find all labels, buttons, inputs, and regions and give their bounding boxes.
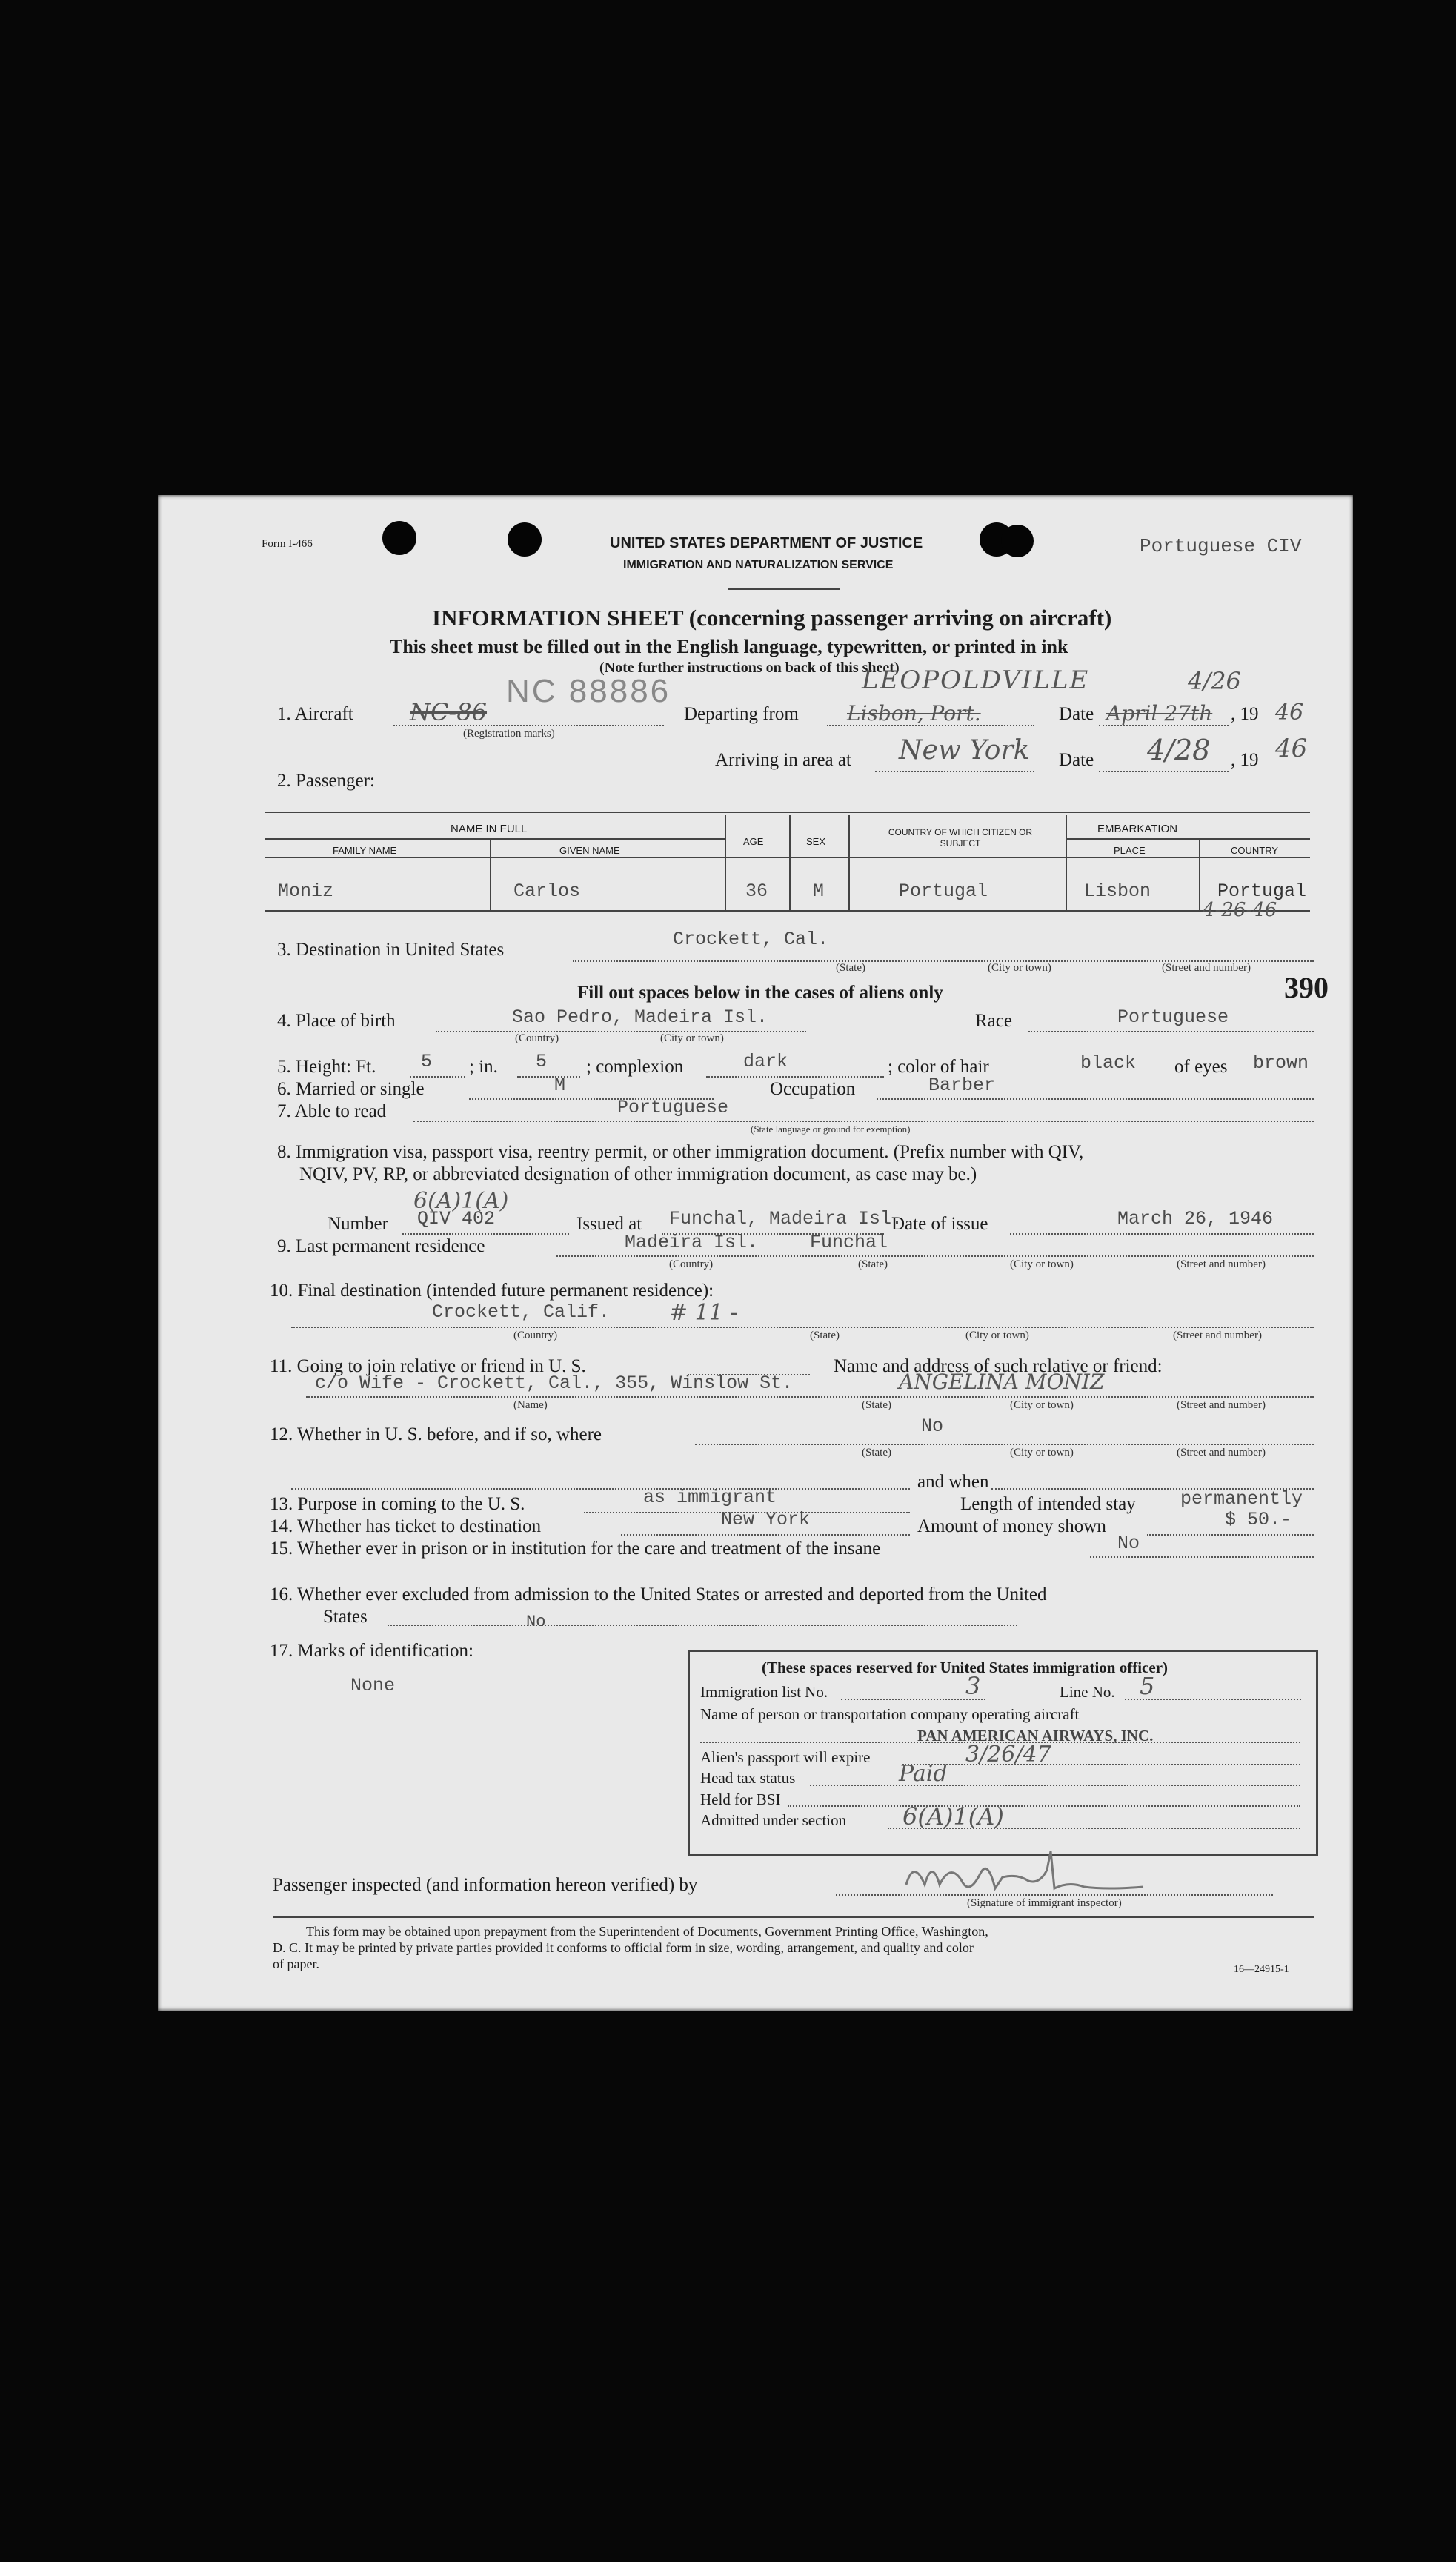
marks-label: 17. Marks of identification: xyxy=(270,1641,473,1661)
date-label: Date xyxy=(1059,704,1094,724)
aircraft-label: 1. Aircraft xyxy=(277,704,353,724)
sex-header: SEX xyxy=(806,836,826,847)
join-label: 11. Going to join relative or friend in U. S. xyxy=(270,1356,586,1376)
service-name: IMMIGRATION AND NATURALIZATION SERVICE xyxy=(623,559,894,571)
aliens-heading: Fill out spaces below in the cases of aliens only xyxy=(577,983,943,1003)
embarkation-country-value: Portugal xyxy=(1217,880,1307,902)
arriving-label: Arriving in area at xyxy=(715,750,851,770)
country-caption: (Country) xyxy=(669,1258,714,1270)
visa-number-hand: 6(A)1(A) xyxy=(413,1188,509,1214)
purpose-value: as immigrant xyxy=(643,1487,777,1508)
before-label: 12. Whether in U. S. before, and if so, where xyxy=(270,1424,602,1444)
passenger-label: 2. Passenger: xyxy=(277,771,375,791)
money-value: $ 50.- xyxy=(1225,1509,1292,1530)
department-name: UNITED STATES DEPARTMENT OF JUSTICE xyxy=(610,535,923,551)
visa-label-line2: NQIV, PV, RP, or abbreviated designation of other immigration document, as case may be.) xyxy=(299,1164,977,1184)
city-caption: (City or town) xyxy=(660,1032,724,1044)
eyes-label: of eyes xyxy=(1174,1057,1228,1077)
form-code: 16—24915-1 xyxy=(1234,1964,1289,1975)
state-caption: (State) xyxy=(862,1447,891,1458)
join-name-hand: ANGELINA MONIZ xyxy=(899,1370,1105,1394)
race-value: Portuguese xyxy=(1117,1006,1229,1028)
street-caption: (Street and number) xyxy=(1177,1258,1266,1270)
before-value: No xyxy=(921,1416,944,1437)
margin-number: 390 xyxy=(1284,971,1329,1004)
issue-date-value: March 26, 1946 xyxy=(1117,1208,1274,1229)
prison-label: 15. Whether ever in prison or in institution for the care and treatment of the insane xyxy=(270,1539,881,1559)
depart-date-correction: 4/26 xyxy=(1188,667,1241,695)
visa-number: QIV 402 xyxy=(417,1208,496,1229)
city-caption: (City or town) xyxy=(1010,1258,1074,1270)
family-name-value: Moniz xyxy=(278,880,334,902)
race-label: Race xyxy=(975,1011,1012,1031)
punch-hole xyxy=(1001,525,1034,557)
list-no-label: Immigration list No. xyxy=(700,1683,828,1701)
eyes-value: brown xyxy=(1253,1052,1309,1074)
departing-value: Lisbon, Port. xyxy=(847,701,981,726)
married-label: 6. Married or single xyxy=(277,1079,425,1099)
footer-line3: of paper. xyxy=(273,1957,319,1971)
residence-country: Madeira Isl. xyxy=(625,1232,759,1253)
married-value: M xyxy=(554,1075,566,1096)
state-caption: (State) xyxy=(810,1330,840,1341)
complexion-value: dark xyxy=(743,1051,788,1072)
purpose-label: 13. Purpose in coming to the U. S. xyxy=(270,1494,525,1514)
form-subtitle: This sheet must be filled out in the English language, typewritten, or printed in ink xyxy=(390,636,1068,657)
embarkation-place-value: Lisbon xyxy=(1084,880,1151,902)
family-name-header: FAMILY NAME xyxy=(333,845,397,856)
inspected-label: Passenger inspected (and information hereon verified) by xyxy=(273,1875,698,1895)
country-caption: (Country) xyxy=(515,1032,559,1044)
year-prefix: , 19 xyxy=(1231,704,1259,724)
hair-value: black xyxy=(1080,1052,1137,1074)
class-code: Portuguese CIV xyxy=(1140,535,1302,557)
country-caption: (Country) xyxy=(513,1330,558,1341)
excluded-value: No xyxy=(526,1613,546,1631)
admitted-value: 6(A)1(A) xyxy=(902,1802,1004,1831)
read-caption: (State language or ground for exemption) xyxy=(751,1124,911,1135)
visa-number-label: Number xyxy=(328,1214,388,1234)
state-caption: (State) xyxy=(862,1399,891,1411)
departing-label: Departing from xyxy=(684,704,799,724)
street-caption: (Street and number) xyxy=(1173,1330,1262,1341)
residence-state: Funchal xyxy=(810,1232,888,1253)
embarkation-header: EMBARKATION xyxy=(1097,823,1178,835)
excluded-label-line2: States xyxy=(323,1607,368,1627)
height-label: 5. Height: Ft. xyxy=(277,1057,376,1077)
arriving-value: New York xyxy=(899,735,1030,766)
issue-date-label: Date of issue xyxy=(891,1214,988,1234)
arrival-date-label: Date xyxy=(1059,750,1094,770)
embarkation-country-header: COUNTRY xyxy=(1231,845,1279,856)
before-when-label: and when xyxy=(917,1472,989,1492)
officer-box-title: (These spaces reserved for United States immigration officer) xyxy=(762,1659,1169,1676)
height-in-label: ; in. xyxy=(469,1057,498,1077)
visa-label-line1: 8. Immigration visa, passport visa, reentry permit, or other immigration document. (Prefix number with QIV, xyxy=(277,1142,1084,1162)
registration-caption: (Registration marks) xyxy=(463,728,555,740)
form-number: Form I-466 xyxy=(262,538,313,550)
admitted-label: Admitted under section xyxy=(700,1811,847,1829)
complexion-label: ; complexion xyxy=(586,1057,684,1077)
footer-line1: This form may be obtained upon prepayment from the Superintendent of Documents, Government Printing Office, Washington, xyxy=(306,1924,988,1939)
passport-label: Alien's passport will expire xyxy=(700,1748,871,1766)
height-in: 5 xyxy=(536,1051,548,1072)
street-caption: (Street and number) xyxy=(1177,1447,1266,1458)
ticket-label: 14. Whether has ticket to destination xyxy=(270,1516,542,1536)
departing-correction: LEOPOLDVILLE xyxy=(862,666,1090,695)
punch-hole xyxy=(508,522,542,557)
money-label: Amount of money shown xyxy=(917,1516,1106,1536)
read-value: Portuguese xyxy=(617,1097,729,1118)
given-name-value: Carlos xyxy=(513,880,581,902)
city-caption: (City or town) xyxy=(965,1330,1029,1341)
signature-caption: (Signature of immigrant inspector) xyxy=(967,1897,1122,1909)
aircraft-reg-hand: NC-86 xyxy=(410,698,488,726)
occupation-value: Barber xyxy=(928,1075,996,1096)
given-name-header: GIVEN NAME xyxy=(559,845,620,856)
tax-label: Head tax status xyxy=(700,1769,796,1787)
destination-value: Crockett, Cal. xyxy=(673,929,829,950)
embarkation-correction: 4-26-46 xyxy=(1203,899,1277,921)
ticket-value: New York xyxy=(721,1509,811,1530)
marks-value: None xyxy=(350,1675,396,1696)
form-title: INFORMATION SHEET (concerning passenger arriving on aircraft) xyxy=(432,605,1112,631)
sex-value: M xyxy=(813,880,825,902)
document-sheet xyxy=(158,495,1353,2011)
depart-date: April 27th xyxy=(1106,701,1213,726)
depart-year: 46 xyxy=(1275,700,1304,726)
list-no-value: 3 xyxy=(965,1672,981,1700)
excluded-label-line1: 16. Whether ever excluded from admission to the United States or arrested and deported from the United xyxy=(270,1584,1047,1604)
state-caption: (State) xyxy=(858,1258,888,1270)
join-name-label: Name and address of such relative or friend: xyxy=(834,1356,1163,1376)
residence-label: 9. Last permanent residence xyxy=(277,1236,485,1256)
bsi-label: Held for BSI xyxy=(700,1791,781,1808)
stay-value: permanently xyxy=(1180,1488,1303,1510)
name-caption: (Name) xyxy=(513,1399,548,1411)
tax-value: Paid xyxy=(899,1761,948,1787)
occupation-label: Occupation xyxy=(770,1079,856,1099)
city-caption: (City or town) xyxy=(1010,1447,1074,1458)
city-caption: (City or town) xyxy=(988,962,1051,974)
birth-value: Sao Pedro, Madeira Isl. xyxy=(512,1006,768,1028)
read-label: 7. Able to read xyxy=(277,1101,387,1121)
stay-label: Length of intended stay xyxy=(960,1494,1136,1514)
name-in-full-header: NAME IN FULL xyxy=(451,823,528,835)
punch-hole xyxy=(382,521,416,555)
final-destination-value: Crockett, Calif. xyxy=(432,1301,611,1323)
final-destination-hand: # 11 - xyxy=(669,1300,738,1326)
arrival-date: 4/28 xyxy=(1147,734,1211,766)
aircraft-reg-stamp: NC 88886 xyxy=(506,673,671,709)
citizenship-value: Portugal xyxy=(899,880,988,902)
street-caption: (Street and number) xyxy=(1162,962,1251,974)
street-caption: (Street and number) xyxy=(1177,1399,1266,1411)
passport-value: 3/26/47 xyxy=(965,1742,1051,1768)
prison-value: No xyxy=(1117,1533,1140,1554)
country-header: COUNTRY OF WHICH CITIZEN OR SUBJECT xyxy=(888,827,1033,849)
operator-label: Name of person or transportation company operating aircraft xyxy=(700,1705,1080,1723)
arrival-year: 46 xyxy=(1275,734,1308,763)
join-value: c/o Wife - Crockett, Cal., 355, Winslow St. xyxy=(315,1373,794,1394)
line-no-value: 5 xyxy=(1140,1672,1155,1700)
line-no-label: Line No. xyxy=(1060,1683,1115,1701)
city-caption: (City or town) xyxy=(1010,1399,1074,1411)
final-destination-label: 10. Final destination (intended future permanent residence): xyxy=(270,1281,714,1301)
height-ft: 5 xyxy=(421,1051,433,1072)
destination-label: 3. Destination in United States xyxy=(277,940,505,960)
place-header: PLACE xyxy=(1114,845,1146,856)
footer-line2: D. C. It may be printed by private parties provided it conforms to official form in size, wording, arrangement, and quality and color xyxy=(273,1940,974,1955)
age-value: 36 xyxy=(745,880,768,902)
hair-label: ; color of hair xyxy=(888,1057,989,1077)
issued-label: Issued at xyxy=(576,1214,642,1234)
issued-value: Funchal, Madeira Isl. xyxy=(669,1208,903,1229)
form-note: (Note further instructions on back of this sheet) xyxy=(599,660,900,676)
arrival-year-prefix: , 19 xyxy=(1231,750,1259,770)
operator-value: PAN AMERICAN AIRWAYS, INC. xyxy=(917,1727,1154,1745)
age-header: AGE xyxy=(743,836,764,847)
state-caption: (State) xyxy=(836,962,865,974)
birth-label: 4. Place of birth xyxy=(277,1011,396,1031)
